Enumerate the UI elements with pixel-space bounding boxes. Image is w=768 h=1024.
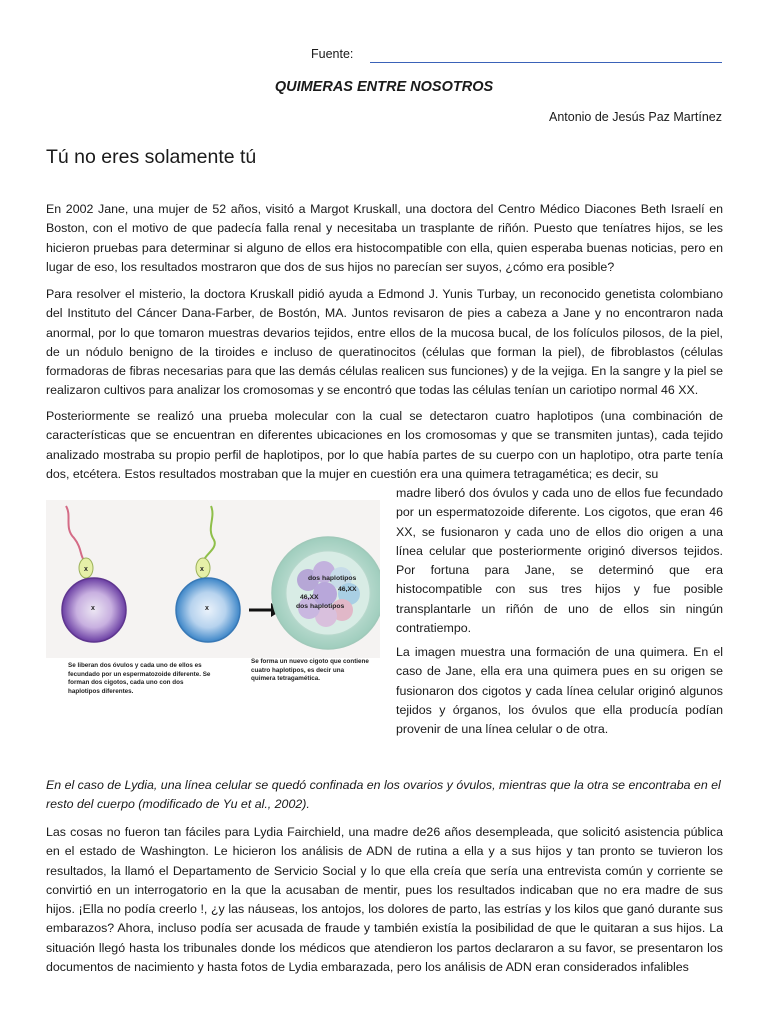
embryo-label-top: dos haplotipos	[308, 575, 357, 582]
embryo-label-46xx-right: 46,XX	[338, 586, 357, 593]
author-name: Antonio de Jesús Paz Martínez	[548, 110, 722, 124]
paragraph-5: Las cosas no fueron tan fáciles para Lydia Fairchield, una madre de26 años desempleada, que solicitó asistencia pública en el estado de Washington. Le hicieron los análisis de ADN de rutina a ella y a sus hijos y tan pronto se tuvieron los resultados, la llamó el Departamento de Servicio Social y lo que ella creía que sería una entrevista común y corriente se convirtió en un interrogatorio en la que la acusaban de mentir, pues los resultados indicaban que no era madre de sus hijos. ¡Ella no podía creerlo !, ¿y las náuseas, los antojos, los dolores de parto, las estrías y los kilos que ganó durante sus embarazos? Ahora, incluso podía ser acusada de fraude y también existía la posibilidad de que le quitaran a sus hijos. La situación llegó hasta los tribunales donde los médicos que atendieron los partos declararon a su favor, se presentaron los documentos de nacimiento y hasta fotos de Lydia embarazada, pero los análisis de ADN eran considerados infalibles	[46, 825, 723, 975]
chimera-embryo	[272, 537, 380, 649]
paragraph-2: Para resolver el misterio, la doctora Kruskall pidió ayuda a Edmond J. Yunis Turbay, un reconocido genetista colombiano del Instituto del Cáncer Dana-Farber, de Bostón, MA. Juntos revisaron de pies a cabeza a Jane y no encontraron nada anormal, por lo que tomaron muestras devarios tejidos, entre ellos de la mucosa bucal, de los folículos pilosos, de la piel, de un nódulo benigno de la tiroides e incluso de queratinocitos (células que forman la piel), de fibroblastos (células formadoras de fibras necesarias para que las demás células realicen sus funciones) y de la vejiga. En la sangre y la piel se realizaron cultivos para analizar los cromosomas y se encontró que todas las células tenían un cariotipo normal 46 XX.	[46, 287, 723, 398]
paragraph-3: Posteriormente se realizó una prueba molecular con la cual se detectaron cuatro haplotipos (una combinación de características que se encuentran en diferentes ubicaciones en los cromosomas y que se transmiten juntas), cada tejido analizado mostraba su propio perfil de haplotipos, por lo que había partes de su cuerpo con un haplotipo, otra parte tenía dos, etcétera. Estos resultados mostraban que la mujer en cuestión era una quimera tetragamética; es decir, su	[46, 409, 723, 481]
paragraph-1: En 2002 Jane, una mujer de 52 años, visitó a Margot Kruskall, una doctora del Centro Médico Diacones Beth Israelí en Boston, con el motivo de que padecía falla renal y necesitaba un trasplante de riñón. Puesto que teníatres hijos, se les hicieron pruebas para determinar si alguno de ellos era histocompatible con ella, quien esperaba buenas noticias, pero en lugar de eso, los resultados mostraron que dos de sus hijos no parecían ser suyos, ¿cómo era posible?	[46, 202, 723, 274]
figure-caption-right: Se forma un nuevo cigoto que contiene cuatro haplotipos, es decir una quimera tetragamética.	[251, 658, 369, 682]
sperm-left	[66, 506, 93, 578]
paragraph-3-continued: madre liberó dos óvulos y cada uno de ellos fue fecundado por un espermatozoide diferente. Los cigotos, que eran 46 XX, se fusionaron y cada uno de ellos dio origen a una línea celular que posteriormente originó diversos tejidos. Por fortuna para Jane, se determinó que era histocompatible con sus tres hijos y fue posible transplantarle un riñón de uno de ellos sin ningún contratiempo.	[396, 486, 723, 636]
chimera-figure	[46, 498, 380, 738]
figure-caption: En el caso de Lydia, una línea celular se quedó confinada en los ovarios y óvulos, mientras que la otra se encontraba en el resto del cuerpo (modificado de Yu et al., 2002).	[46, 778, 721, 812]
embryo-label-bottom: dos haplotipos	[296, 603, 345, 610]
sperm-label-left: x	[84, 566, 88, 573]
chimera-illustration	[46, 498, 380, 670]
sperm-label-right: x	[200, 566, 204, 573]
figure-caption-left: Se liberan dos óvulos y cada uno de ellos es fecundado por un espermatozoide diferente. Se forman dos cigotos, cada uno con dos haplotipos diferentes.	[68, 662, 211, 695]
embryo-label-46xx-left: 46,XX	[300, 594, 319, 601]
egg-label-right: x	[205, 605, 209, 612]
section-heading: Tú no eres solamente tú	[46, 146, 257, 168]
source-label: Fuente:	[311, 47, 354, 61]
egg-label-left: x	[91, 605, 95, 612]
paragraph-4: La imagen muestra una formación de una quimera. En el caso de Jane, ella era una quimera pues en su origen se fusionaron dos cigotos y cada línea celular originó algunos tejidos y órganos, los óvulos que ella producía podían provenir de una línea celular o de otra.	[396, 645, 723, 737]
document-title: QUIMERAS ENTRE NOSOTROS	[274, 79, 494, 95]
source-underline	[370, 62, 722, 63]
sperm-right	[196, 506, 215, 578]
